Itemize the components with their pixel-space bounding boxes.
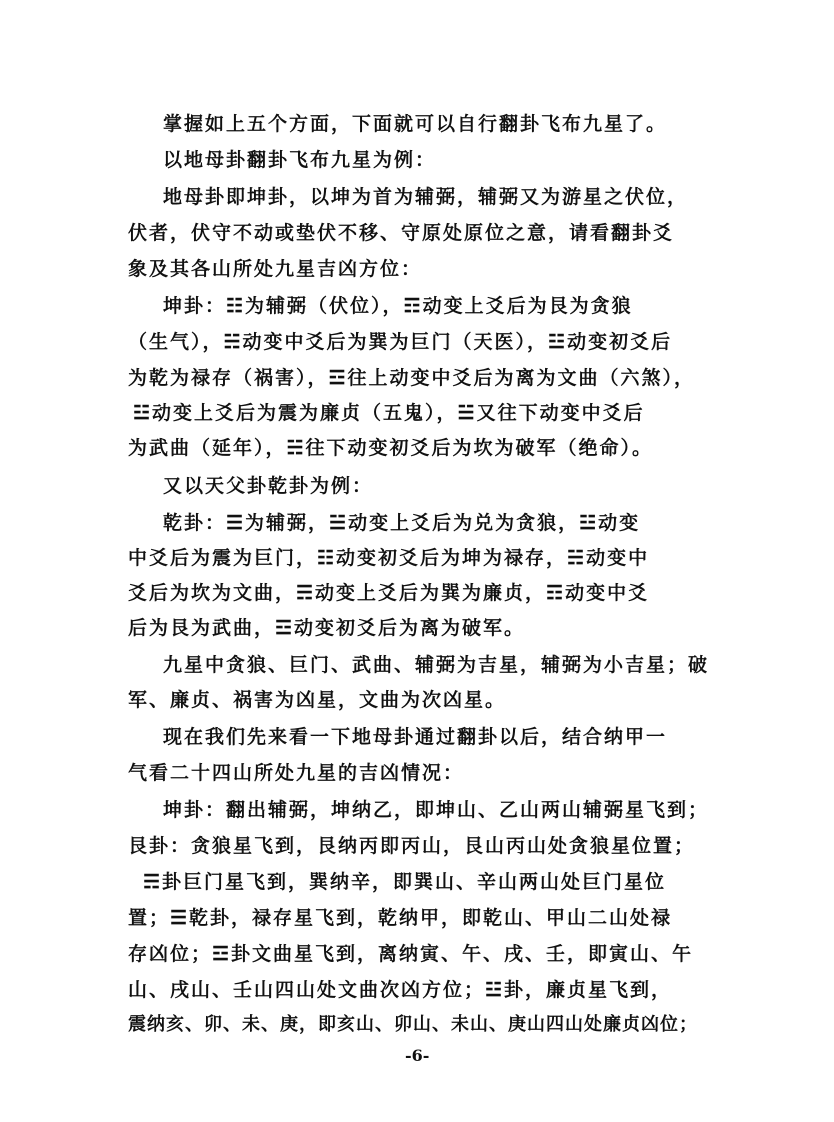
text-line: ☳动变上爻后为震为廉贞（五鬼），☱又往下动变中爻后 — [133, 402, 645, 424]
text-line: 为乾为禄存（祸害），☲往上动变中爻后为离为文曲（六煞）， — [128, 367, 696, 389]
text-line: 现在我们先来看一下地母卦通过翻卦以后，结合纳甲一 — [163, 726, 668, 748]
text-line: 坤卦：翻出辅弼，坤纳乙，即坤山、乙山两山辅弼星飞到； — [163, 799, 710, 821]
text-line: 爻后为坎为文曲，☴动变上爻后为巽为廉贞，☶动变中爻 — [128, 582, 650, 604]
text-line: 气看二十四山所处九星的吉凶情况： — [128, 762, 465, 784]
text-line: 存凶位；☲卦文曲星飞到，离纳寅、午、戌、壬，即寅山、午 — [128, 943, 694, 965]
text-line: 山、戌山、壬山四山处文曲次凶方位；☳卦，廉贞星飞到， — [128, 979, 673, 1001]
text-line: 后为艮为武曲，☲动变初爻后为离为破军。 — [128, 617, 526, 639]
text-line: 掌握如上五个方面，下面就可以自行翻卦飞布九星了。 — [163, 113, 668, 135]
text-line: （生气），☵动变中爻后为巽为巨门（天医），☳动变初爻后 — [128, 331, 673, 353]
page-number: -6- — [405, 1046, 430, 1065]
text-line: 置；☰乾卦，禄存星飞到，乾纳甲，即乾山、甲山二山处禄 — [128, 907, 673, 929]
text-line: ☴卦巨门星飞到，巽纳辛，即巽山、辛山两山处巨门星位 — [143, 871, 667, 893]
text-line: 以地母卦翻卦飞布九星为例： — [163, 149, 437, 171]
text-line: 象及其各山所处九星吉凶方位： — [128, 258, 423, 280]
text-line: 地母卦即坤卦，以坤为首为辅弼，辅弼又为游星之伏位， — [163, 186, 689, 208]
text-line: 九星中贪狼、巨门、武曲、辅弼为吉星，辅弼为小吉星；破 — [163, 654, 710, 676]
text-line: 为武曲（延年），☵往下动变初爻后为坎为破军（绝命）。 — [128, 437, 654, 459]
text-line: 伏者，伏守不动或垫伏不移、守原处原位之意，请看翻卦爻 — [128, 222, 675, 244]
text-line: 坤卦：☷为辅弼（伏位），☶动变上爻后为艮为贪狼 — [163, 295, 633, 317]
text-line: 军、廉贞、祸害为凶星，文曲为次凶星。 — [128, 689, 507, 711]
text-line: 艮卦：贪狼星飞到，艮纳丙即丙山，艮山丙山处贪狼星位置； — [128, 835, 696, 857]
text-line: 又以天父卦乾卦为例： — [163, 475, 374, 497]
text-line: 中爻后为震为巨门，☷动变初爻后为坤为禄存，☵动变中 — [128, 547, 650, 569]
text-line: 震纳亥、卯、未、庚，即亥山、卯山、未山、庚山四山处廉贞凶位； — [128, 1014, 698, 1035]
text-line: 乾卦：☰为辅弼，☱动变上爻后为兑为贪狼，☳动变 — [163, 512, 641, 534]
